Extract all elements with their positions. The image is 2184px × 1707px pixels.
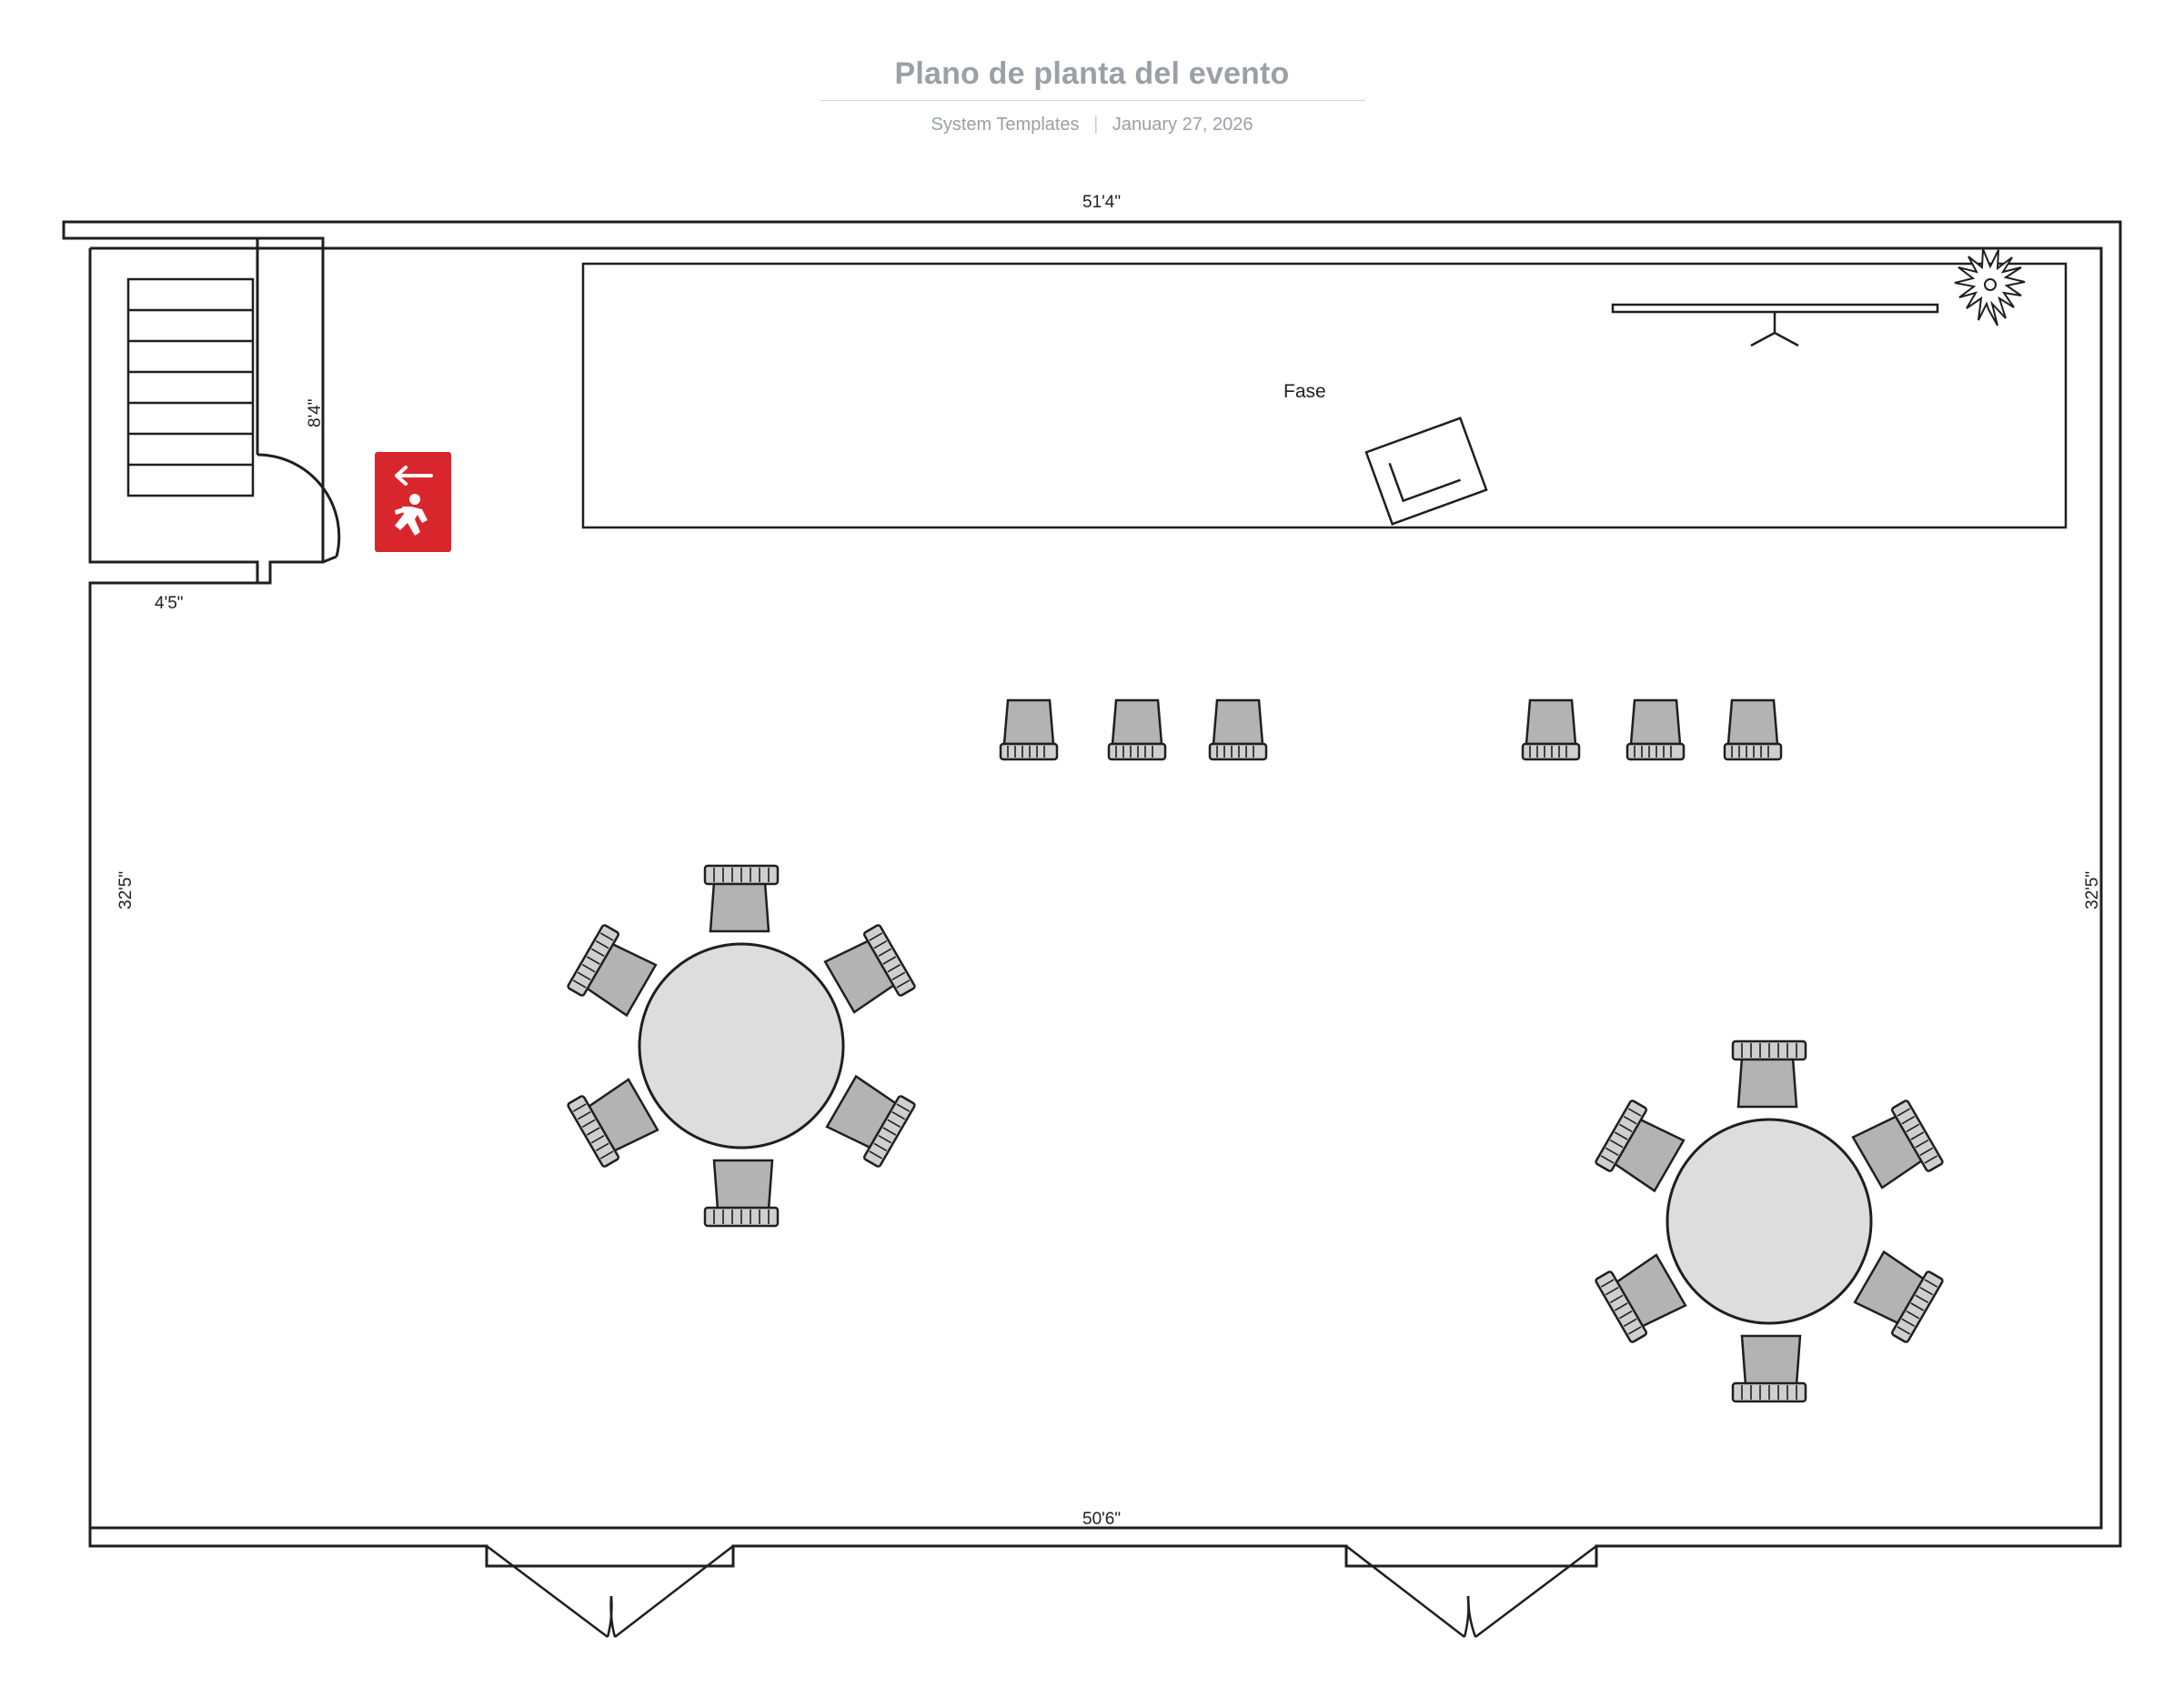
loose-chair xyxy=(1523,700,1579,759)
date-label: January 27, 2026 xyxy=(1112,115,1253,135)
door xyxy=(487,1546,611,1637)
dimension-stair-vertical: 8'4" xyxy=(306,398,325,427)
table-chair xyxy=(705,866,778,931)
door xyxy=(611,1546,733,1637)
lectern-icon xyxy=(1366,418,1486,525)
stage-label: Fase xyxy=(1283,381,1326,402)
author-label: System Templates xyxy=(931,115,1080,135)
round-table-set xyxy=(568,866,916,1226)
table-chair xyxy=(1733,1336,1806,1401)
loose-chair xyxy=(1627,700,1684,759)
walls xyxy=(64,222,2120,1566)
subtitle-separator: | xyxy=(1093,115,1099,135)
loose-chair xyxy=(1001,700,1057,759)
loose-chair xyxy=(1210,700,1266,759)
dimension-left: 32'5" xyxy=(116,870,136,909)
loose-chair xyxy=(1725,700,1781,759)
door xyxy=(1346,1546,1468,1637)
round-table-set xyxy=(1595,1041,1944,1401)
dimension-bottom: 50'6" xyxy=(1082,1510,1122,1529)
dimension-top: 51'4" xyxy=(1082,193,1122,212)
loose-chair xyxy=(1109,700,1165,759)
dimension-stair-bottom: 4'5" xyxy=(155,594,184,613)
projector-screen-icon xyxy=(1613,305,1937,312)
stage-platform xyxy=(583,264,2066,527)
dimension-right: 32'5" xyxy=(2083,870,2102,909)
round-table-top xyxy=(1667,1120,1871,1323)
page-title: Plano de planta del evento xyxy=(894,56,1290,91)
door xyxy=(1468,1546,1596,1637)
round-table-top xyxy=(639,944,843,1148)
table-chair xyxy=(705,1160,778,1226)
microphone-stand-icon xyxy=(1751,312,1798,346)
potted-plant-icon xyxy=(1955,249,2025,326)
staircase-icon xyxy=(128,279,253,496)
table-chair xyxy=(1733,1041,1806,1107)
